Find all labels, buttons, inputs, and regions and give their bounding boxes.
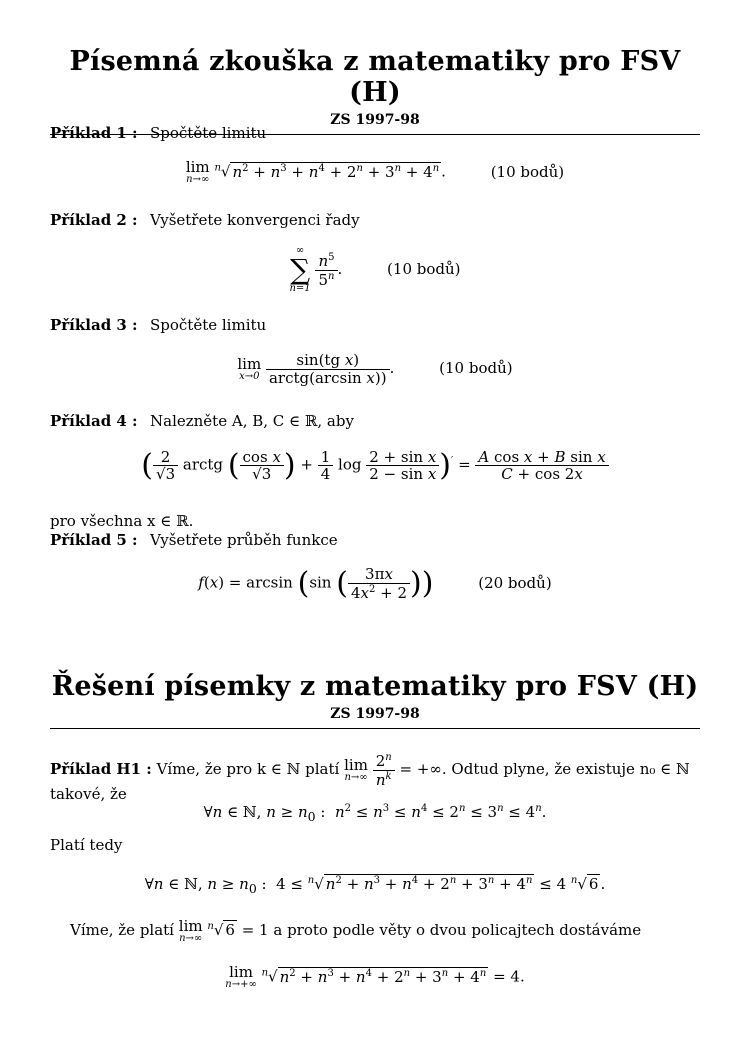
problem-5-formula: f(x) = arcsin (sin ( $\frac{3\pi x}{4x^2 + 2}$ )) (20 bodů) [198,565,552,602]
problem-points: (10 bodů) [439,359,513,377]
problem-1 [50,124,266,142]
solution-text-4: Víme, že platí lim n→∞ $^n$√ 6 = 1 a proto podle věty o dvou policajtech dostáváme [70,916,642,944]
problem-points: (20 bodů) [478,573,552,592]
problem-label: Příklad 4 : [50,412,138,430]
solution-text: a proto podle věty o dvou policajtech dostáváme [273,921,642,939]
problem-2-formula: ∞ ∑ n=1 $\frac{n^5}{5^n}$ . (10 bodů) [289,245,461,294]
problem-4 [50,412,354,430]
problem-label: Příklad 3 : [50,316,138,334]
exam-title: Písemná zkouška z matematiky pro FSV (H) [69,46,681,108]
solution-label: Příklad H1 : [50,760,152,778]
problem-4-condition: pro všechna x ∈ ℝ. [50,512,194,530]
problem-label: Příklad 5 : [50,531,138,549]
problem-points: (10 bodů) [387,260,461,278]
solution-h1-intro: Příklad H1 : Víme, že pro k ∈ ℕ platí lim n→∞ $\frac{2^n}{n^k}$ = +∞. Odtud plyne, že existuje n₀ ∈ ℕ [50,752,690,789]
problem-points: (10 bodů) [490,162,565,181]
problem-text: Nalezněte A, B, C ∈ ℝ, aby [150,412,354,430]
problem-text: Spočtěte limitu [150,316,267,334]
solution-title: Řešení písemky z matematiky pro FSV (H) [51,671,699,702]
solution-semester: ZS 1997-98 [330,706,420,722]
problem-5 [50,531,338,549]
problem-2 [50,211,360,229]
problem-text: Vyšetřete průběh funkce [150,531,338,549]
solution-formula-2: ∀n ∈ ℕ, $n \ge n_0$ : 4 ≤ $^n$√ $n^2 + n^3 + n^4 + 2^n + 3^n + 4^n \le 4$ $^n$√ 6 . [144,875,606,896]
problem-1-formula: lim n→∞ $^n$√ $n^2 + n^3 + n^4 + 2^n + 3^n + 4^n$ . (10 bodů) [185,158,565,185]
exam-semester: ZS 1997-98 [330,112,420,128]
solution-text: Víme, že pro k ∈ ℕ platí [156,760,340,778]
solution-text: = +∞. Odtud plyne, že existuje n₀ ∈ ℕ [399,760,690,778]
solution-text: Platí tedy [50,836,123,854]
solution-text: takové, že [50,785,127,803]
divider [50,728,700,729]
problem-3 [50,316,266,334]
problem-3-formula: lim x→0 $\frac{\text{sin(tg x)}}{\text{arctg(arcsin x))}}$ . (10 bodů) [237,351,513,387]
problem-4-formula: ( $\frac{2}{√3}$ arctg ( $\frac{\text{cos x}}{√3}$ ) + $\frac{1}{4}$ log $\frac{\text{2 + sin x}}{\text{2 − sin x}}$ )′ = $\frac{\text{A cos x + B sin x}}{C + \cos 2x}$ [50,448,700,483]
solution-text: Víme, že platí [70,921,174,939]
problem-text: Vyšetřete konvergenci řady [150,211,360,229]
solution-formula-3: lim n→+∞ $^n$√ $n^2 + n^3 + n^4 + 2^n + 3^n + 4^n = 4$. [225,963,525,990]
problem-label: Příklad 2 : [50,211,138,229]
solution-formula-1: ∀n ∈ ℕ, $n \ge n_0$ : $n^2 \le n^3 \le n^4 \le 2^n \le 3^n \le 4^n$. [203,803,547,824]
problem-label: Příklad 1 : [50,124,138,142]
problem-text: Spočtěte limitu [150,124,267,142]
